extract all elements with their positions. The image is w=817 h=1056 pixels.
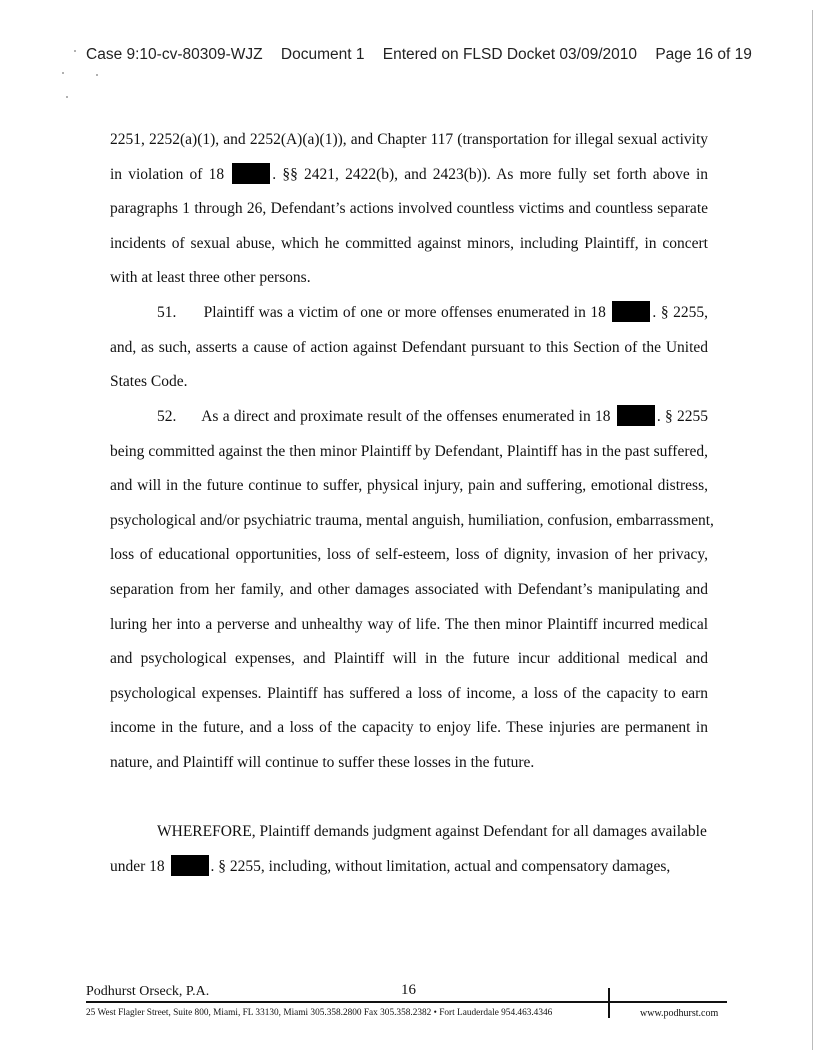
header-case-number: Case 9:10-cv-80309-WJZ [86,46,263,63]
text-line: psychological expenses. Plaintiff has suffered a loss of income, a loss of the capacity to earn [110,684,708,702]
paragraph-continuation [110,123,708,296]
text-line: WHEREFORE, Plaintiff demands judgment against Defendant for all damages available [157,823,707,840]
footer-page-number: 16 [401,982,416,998]
text-line: and will in the future continue to suffer, physical injury, pain and suffering, emotional distress, [110,477,708,495]
text-line: psychological and/or psychiatric trauma, mental anguish, humiliation, confusion, embarrassment, [110,511,714,529]
footer-divider [608,988,610,1018]
scan-speck [66,96,68,98]
text-line: and psychological expenses, and Plaintiff will in the future incur additional medical and [110,650,708,668]
scan-speck [96,74,98,76]
text-line: paragraphs 1 through 26, Defendant’s actions involved countless victims and countless separate [110,200,708,218]
text-line: luring her into a perverse and unhealthy way of life. The then minor Plaintiff incurred medical [110,615,708,633]
footer-firm-name: Podhurst Orseck, P.A. [86,984,210,999]
text-line: and, as such, asserts a cause of action against Defendant pursuant to this Section of the United [110,338,708,356]
header-document: Document 1 [280,46,365,63]
text-line: income in the future, and a loss of the capacity to enjoy life. These injuries are permanent in [110,719,708,737]
text-line: nature, and Plaintiff will continue to suffer these losses in the future. [110,753,535,771]
footer-rule [86,1001,727,1003]
text-line: with at least three other persons. [110,269,311,287]
text-line: 52. As a direct and proximate result of the offenses enumerated in 18 . § 2255 [110,400,708,435]
text-line: being committed against the then minor Plaintiff by Defendant, Plaintiff has in the past suffered, [110,442,708,460]
wherefore-clause [110,815,708,884]
text-line: 2251, 2252(a)(1), and 2252(A)(a)(1)), and Chapter 117 (transportation for illegal sexual activity [110,131,708,148]
redaction-block [617,405,655,426]
text-line: States Code. [110,373,188,391]
text-line: separation from her family, and other damages associated with Defendant’s manipulating and [110,580,708,598]
text-line: in violation of 18 . §§ 2421, 2422(b), and 2423(b)). As more fully set forth above in [110,158,708,193]
footer-address: 25 West Flagler Street, Suite 800, Miami, FL 33130, Miami 305.358.2800 Fax 305.358.2382 • Fort Lauderdale 954.463.4346 [86,1008,553,1018]
scan-speck [62,72,64,74]
header-entered: Entered on FLSD Docket 03/09/2010 [382,46,637,63]
page-edge-line [812,10,813,1050]
docket-header [86,46,766,64]
footer-website: www.podhurst.com [640,1008,719,1019]
paragraph-52 [110,400,714,781]
text-line: loss of educational opportunities, loss of self-esteem, loss of dignity, invasion of her privacy, [110,546,708,564]
redaction-block [232,163,270,184]
scan-speck [74,50,76,52]
paragraph-51 [110,296,708,400]
redaction-block [171,855,209,876]
text-line: under 18 . § 2255, including, without limitation, actual and compensatory damages, [110,850,708,885]
redaction-block [612,301,650,322]
text-line: 51. Plaintiff was a victim of one or more offenses enumerated in 18 . § 2255, [110,296,708,331]
text-line: incidents of sexual abuse, which he committed against minors, including Plaintiff, in concert [110,234,708,252]
header-page: Page 16 of 19 [655,46,752,63]
